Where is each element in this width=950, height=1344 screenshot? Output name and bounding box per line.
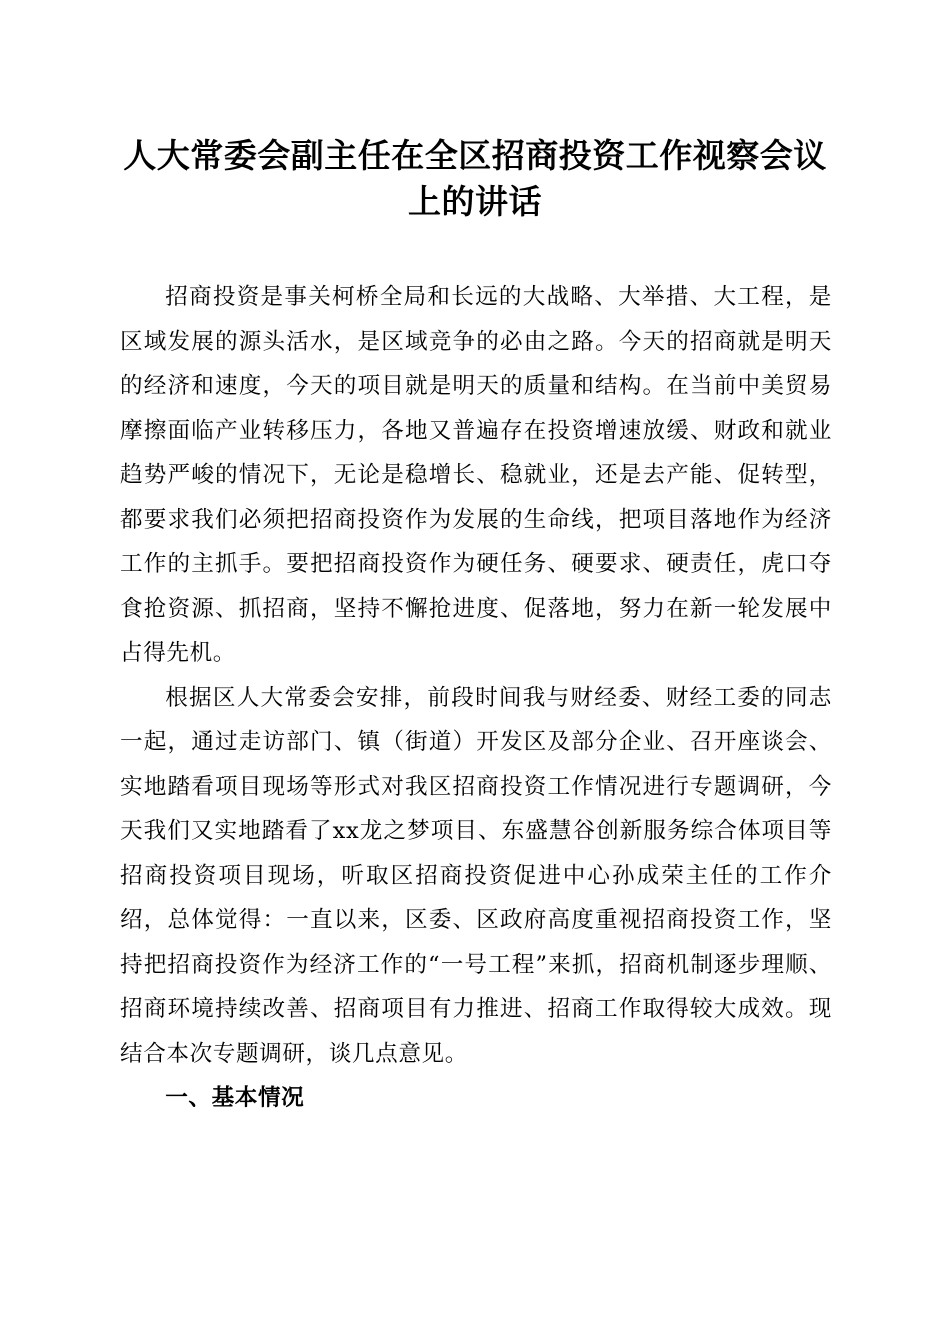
paragraph-intro: 招商投资是事关柯桥全局和长远的大战略、大举措、大工程，是区域发展的源头活水，是区域竞争的必由之路。今天的招商就是明天的经济和速度，今天的项目就是明天的质量和结构。在当前中美贸易摩擦面临产业转移压力，各地又普遍存在投资增速放缓、财政和就业趋势严峻的情况下，无论是稳增长、稳就业，还是去产能、促转型，都要求我们必须把招商投资作为发展的生命线，把项目落地作为经济工作的主抓手。要把招商投资作为硬任务、硬要求、硬责任，虎口夺食抢资源、抓招商，坚持不懈抢进度、促落地，努力在新一轮发展中占得先机。 xyxy=(120,284,832,666)
paragraph-research: 根据区人大常委会安排，前段时间我与财经委、财经工委的同志一起，通过走访部门、镇（街道）开发区及部分企业、召开座谈会、实地踏看项目现场等形式对我区招商投资工作情况进行专题调研，今天我们又实地踏看了xx龙之梦项目、东盛慧谷创新服务综合体项目等招商投资项目现场，听取区招商投资促进中心孙成荣主任的工作介绍，总体觉得：一直以来，区委、区政府高度重视招商投资工作，坚持把招商投资作为经济工作的“一号工程”来抓，招商机制逐步理顺、招商环境持续改善、招商项目有力推进、招商工作取得较大成效。现结合本次专题调研，谈几点意见。 xyxy=(120,684,832,1067)
document-title: 人大常委会副主任在全区招商投资工作视察会议上的讲话 xyxy=(123,136,827,221)
document-body xyxy=(120,275,832,1121)
section-heading-basic-situation: 一、基本情况 xyxy=(165,1085,305,1111)
